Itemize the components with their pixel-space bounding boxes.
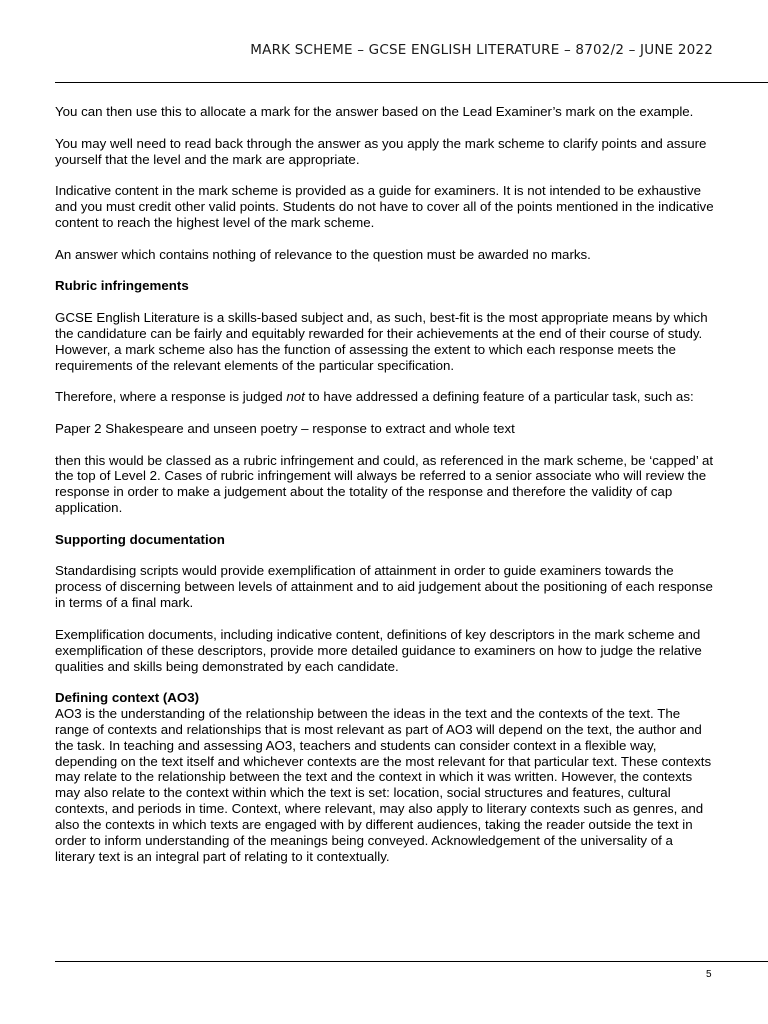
heading-supporting-documentation: Supporting documentation xyxy=(55,531,225,547)
paragraph-therefore-end: to have addressed a defining feature of a particular task, such as: xyxy=(304,389,694,405)
paragraph-no-marks: An answer which contains nothing of relevance to the question must be awarded no marks. xyxy=(55,246,591,262)
paragraph-read-back: You may well need to read back through the answer as you apply the mark scheme to clarify points and assure yourself that the level and the mark are appropriate. xyxy=(55,135,707,167)
header-divider xyxy=(55,82,768,83)
paragraph-therefore xyxy=(55,389,715,405)
paragraph-exemplification-documents: Exemplification documents, including indicative content, definitions of key descriptors in the mark scheme and exemplification of these descriptors, provide more detailed guidance to examiners on how to judge the relative qualities and skills being demonstrated by each candidate. xyxy=(55,626,702,674)
emphasis-not: not xyxy=(286,389,305,405)
paragraph-skills-based: GCSE English Literature is a skills-based subject and, as such, best-fit is the most appropriate means by which the candidature can be fairly and equitably rewarded for their achievements at the end of their course of study. However, a mark scheme also has the function of assessing the extent to which each response meets the requirements of the relevant elements of the particular specification. xyxy=(55,309,708,373)
paragraph-rubric-infringement-cap: then this would be classed as a rubric infringement and could, as referenced in the mark scheme, be ‘capped’ at the top of Level 2. Cases of rubric infringement will always be referred to a senior associate who will review the response in order to make a judgement about the totality of the response and therefore the validity of cap application. xyxy=(55,452,714,516)
page-number: 5 xyxy=(706,969,712,980)
heading-defining-context: Defining context (AO3) xyxy=(55,690,200,706)
paragraph-standardising-scripts: Standardising scripts would provide exemplification of attainment in order to guide examiners towards the process of discerning between levels of attainment and to aid judgement about the positioning of each response in terms of a final mark. xyxy=(55,563,713,611)
document-body xyxy=(55,104,715,880)
paragraph-ao3-context: AO3 is the understanding of the relationship between the ideas in the text and the contexts of the text. The range of contexts and relationships that is most relevant as part of AO3 will depend on the text, the author and the task. In teaching and assessing AO3, teachers and students can consider context in a flexible way, depending on the text itself and whichever contexts are the most relevant for that particular text. These contexts may relate to the relationship between the text and the context in which it was written. However, the contexts may also relate to the context within which the text is set: location, social structures and features, cultural contexts, and periods in time. Context, where relevant, may also apply to literary contexts such as genres, and also the contexts in which texts are engaged with by different audiences, taking the reader outside the text in order to inform understanding of the meanings being conveyed. Acknowledgement of the universality of a literary text is an integral part of relating to it contextually. xyxy=(55,706,712,864)
paragraph-allocate-mark: You can then use this to allocate a mark for the answer based on the Lead Examiner’s mark on the example. xyxy=(55,104,694,119)
paragraph-therefore-start: Therefore, where a response is judged xyxy=(55,389,287,405)
document-header-title: MARK SCHEME – GCSE ENGLISH LITERATURE – 8702/2 – JUNE 2022 xyxy=(250,42,713,58)
footer-divider xyxy=(55,961,768,962)
paragraph-paper-2: Paper 2 Shakespeare and unseen poetry – response to extract and whole text xyxy=(55,420,515,436)
paragraph-indicative-content: Indicative content in the mark scheme is provided as a guide for examiners. It is not intended to be exhaustive and you must credit other valid points. Students do not have to cover all of the points mentioned in the indicative content to reach the highest level of the mark scheme. xyxy=(55,183,714,230)
heading-rubric-infringements: Rubric infringements xyxy=(55,278,189,294)
